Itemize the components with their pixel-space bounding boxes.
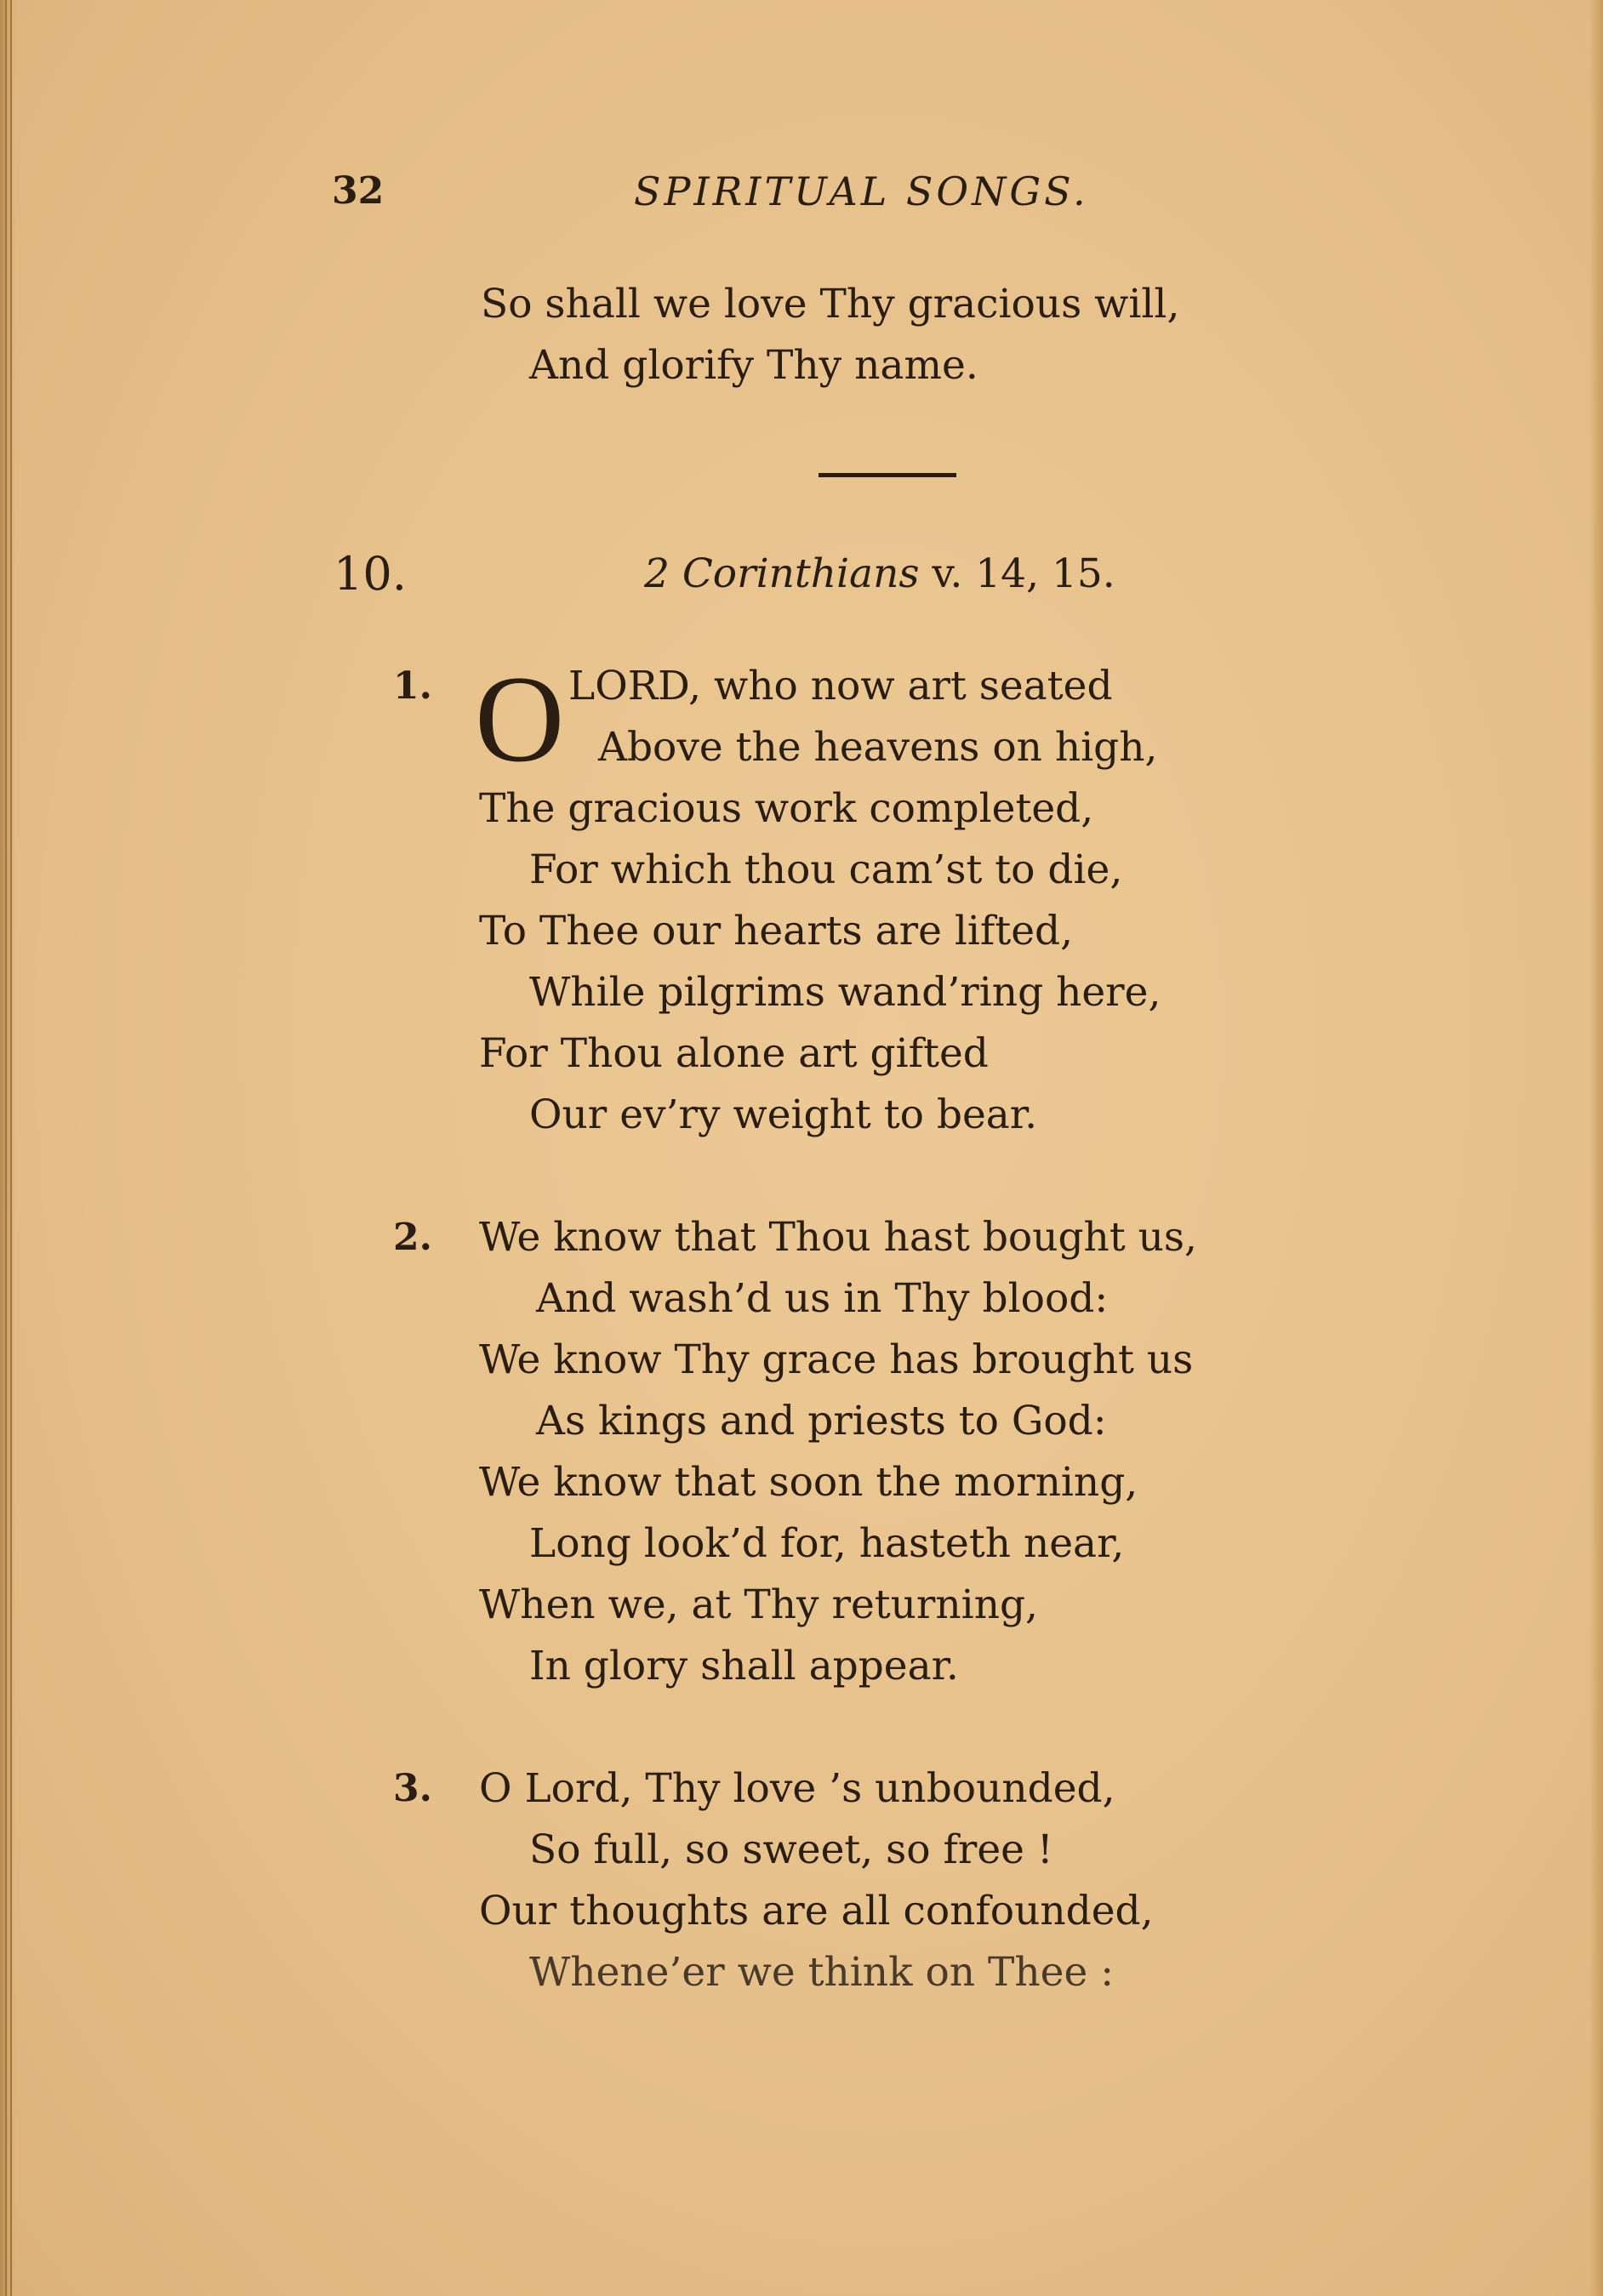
hymn-line: And wash’d us in Thy blood: bbox=[536, 1275, 1109, 1322]
hymn-line: For Thou alone art gifted bbox=[479, 1030, 989, 1077]
running-title: SPIRITUAL SONGS. bbox=[634, 168, 1089, 214]
reference-verses: v. 14, 15. bbox=[919, 550, 1115, 597]
hymn-line: In glory shall appear. bbox=[529, 1643, 959, 1689]
hymn-line: For which thou cam’st to die, bbox=[529, 846, 1123, 893]
hymn-line: While pilgrims wand’ring here, bbox=[529, 969, 1161, 1016]
hymn-line: We know that Thou hast bought us, bbox=[479, 1214, 1197, 1261]
hymn-line: O Lord, Thy love ’s unbounded, bbox=[479, 1765, 1115, 1812]
section-divider bbox=[819, 473, 956, 477]
hymn-line: Long look’d for, hasteth near, bbox=[529, 1520, 1125, 1567]
hymn-line: We know that soon the morning, bbox=[479, 1459, 1138, 1506]
hymn-line: Above the heavens on high, bbox=[598, 724, 1158, 771]
hymn-line: So full, so sweet, so free ! bbox=[529, 1826, 1053, 1873]
hymn-line: LORD, who now art seated bbox=[568, 663, 1113, 709]
hymn-number: 10. bbox=[334, 547, 407, 601]
hymn-line: Our thoughts are all confounded, bbox=[479, 1888, 1154, 1934]
carryover-line: And glorify Thy name. bbox=[529, 342, 978, 389]
hymn-line: Whene’er we think on Thee : bbox=[529, 1949, 1115, 1996]
hymn-line: We know Thy grace has brought us bbox=[479, 1336, 1194, 1383]
hymn-line: To Thee our hearts are lifted, bbox=[479, 908, 1074, 954]
verse-number: 2. bbox=[393, 1216, 432, 1259]
hymn-line: When we, at Thy returning, bbox=[479, 1581, 1038, 1628]
hymn-line: The gracious work completed, bbox=[479, 785, 1094, 832]
page-left-edge bbox=[0, 0, 15, 2296]
drop-cap: O bbox=[475, 650, 565, 788]
carryover-line: So shall we love Thy gracious will, bbox=[481, 281, 1180, 328]
page-number: 32 bbox=[332, 169, 385, 213]
reference-book: 2 Corinthians bbox=[644, 550, 920, 597]
edge-rule bbox=[10, 0, 12, 2296]
page-right-edge bbox=[1589, 0, 1603, 2296]
edge-rule bbox=[5, 0, 7, 2296]
hymn-reference bbox=[644, 544, 1115, 604]
verse-number: 3. bbox=[393, 1767, 432, 1810]
hymn-line: As kings and priests to God: bbox=[536, 1398, 1107, 1444]
verse-number: 1. bbox=[393, 664, 432, 708]
running-head bbox=[0, 166, 1603, 217]
hymn-line: Our ev’ry weight to bear. bbox=[529, 1091, 1038, 1138]
